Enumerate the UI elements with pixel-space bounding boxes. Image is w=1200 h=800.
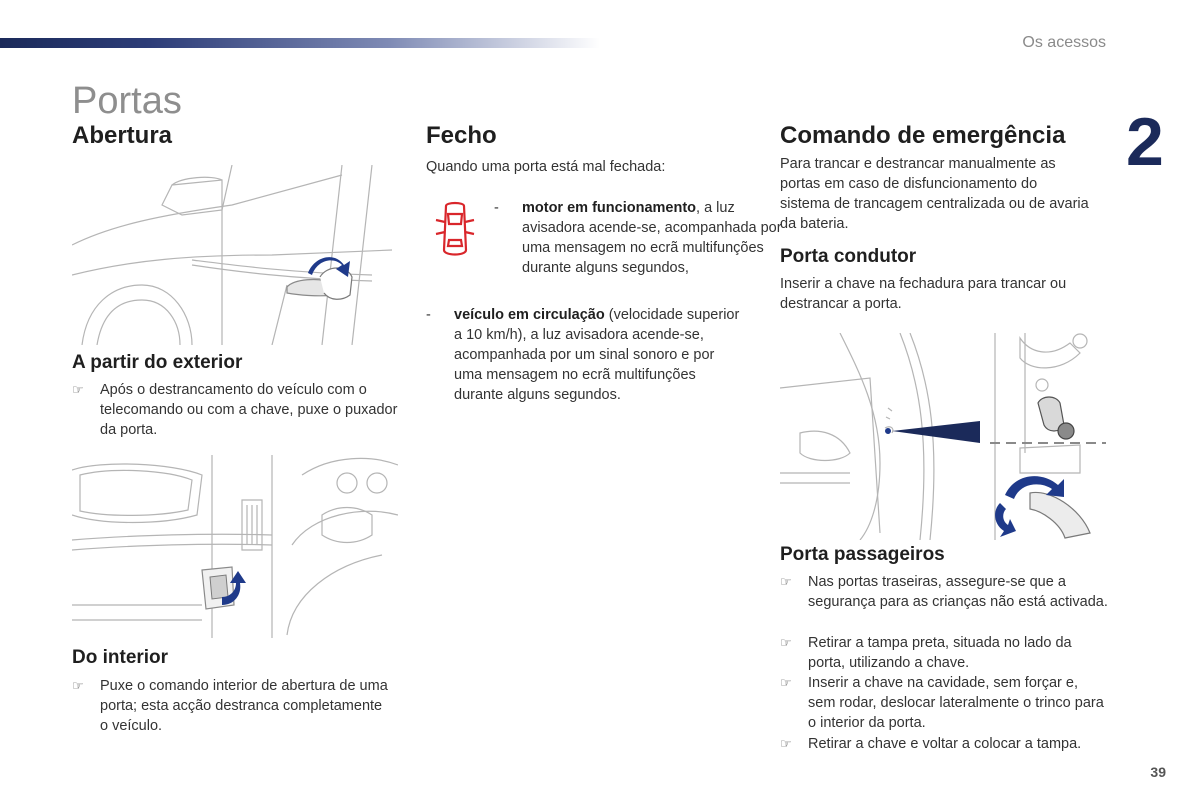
hand-pointer-icon: ☞ [72, 678, 84, 693]
section-label: Os acessos [1022, 34, 1106, 51]
list-item: ☞ Puxe o comando interior de abertura de uma porta; esta acção destranca completamente o veículo. [72, 678, 388, 734]
page-number: 39 [1150, 764, 1166, 780]
driver-door-text: Inserir a chave na fechadura para trancar ou destrancar a porta. [780, 276, 1067, 312]
emergency-lock-illustration [780, 333, 1106, 540]
list-item: - veículo em circulação (velocidade superior a 10 km/h), a luz avisadora acende-se, acompanhada por um sinal sonoro e por uma mensagem no ecrã multifunções durante alguns segundos. [426, 307, 740, 403]
emergency-intro: Para trancar e destrancar manualmente as portas em caso de disfuncionamento do sistema de trancagem centralizada ou de avaria da bateria. [780, 156, 1089, 232]
list-item: ☞ Retirar a tampa preta, situada no lado da porta, utilizando a chave. [780, 635, 1072, 671]
hand-pointer-icon: ☞ [72, 382, 84, 397]
heading-fecho: Fecho [426, 122, 497, 149]
fecho-intro: Quando uma porta está mal fechada: [426, 159, 666, 175]
heading-abertura: Abertura [72, 122, 173, 149]
heading-interior: Do interior [72, 647, 169, 668]
list-item: ☞ Retirar a chave e voltar a colocar a tampa. [780, 736, 1082, 752]
interior-door-handle-illustration [72, 455, 398, 638]
hand-pointer-icon: ☞ [780, 675, 792, 690]
door-open-warning-icon [430, 200, 480, 258]
exterior-door-handle-illustration [72, 165, 398, 345]
heading-passenger-doors: Porta passageiros [780, 544, 945, 565]
chapter-number: 2 [1126, 104, 1164, 180]
hand-pointer-icon: ☞ [780, 736, 792, 751]
heading-driver-door: Porta condutor [780, 246, 917, 267]
list-item: ☞ Nas portas traseiras, assegure-se que a segurança para as crianças não está activada. [780, 574, 1108, 610]
page-title: Portas [72, 80, 182, 122]
hand-pointer-icon: ☞ [780, 574, 792, 589]
list-item: ☞ Inserir a chave na cavidade, sem forçar e, sem rodar, deslocar lateralmente o trinco para o interior da porta. [780, 675, 1104, 731]
heading-exterior: A partir do exterior [72, 352, 243, 373]
list-item: ☞ Após o destrancamento do veículo com o telecomando ou com a chave, puxe o puxador da porta. [72, 382, 398, 438]
list-item: - motor em funcionamento, a luz avisadora acende-se, acompanhada por uma mensagem no ecrã multifunções durante alguns segundos, [494, 200, 782, 276]
heading-emergency: Comando de emergência [780, 122, 1066, 149]
hand-pointer-icon: ☞ [780, 635, 792, 650]
header-gradient-bar [0, 38, 600, 48]
